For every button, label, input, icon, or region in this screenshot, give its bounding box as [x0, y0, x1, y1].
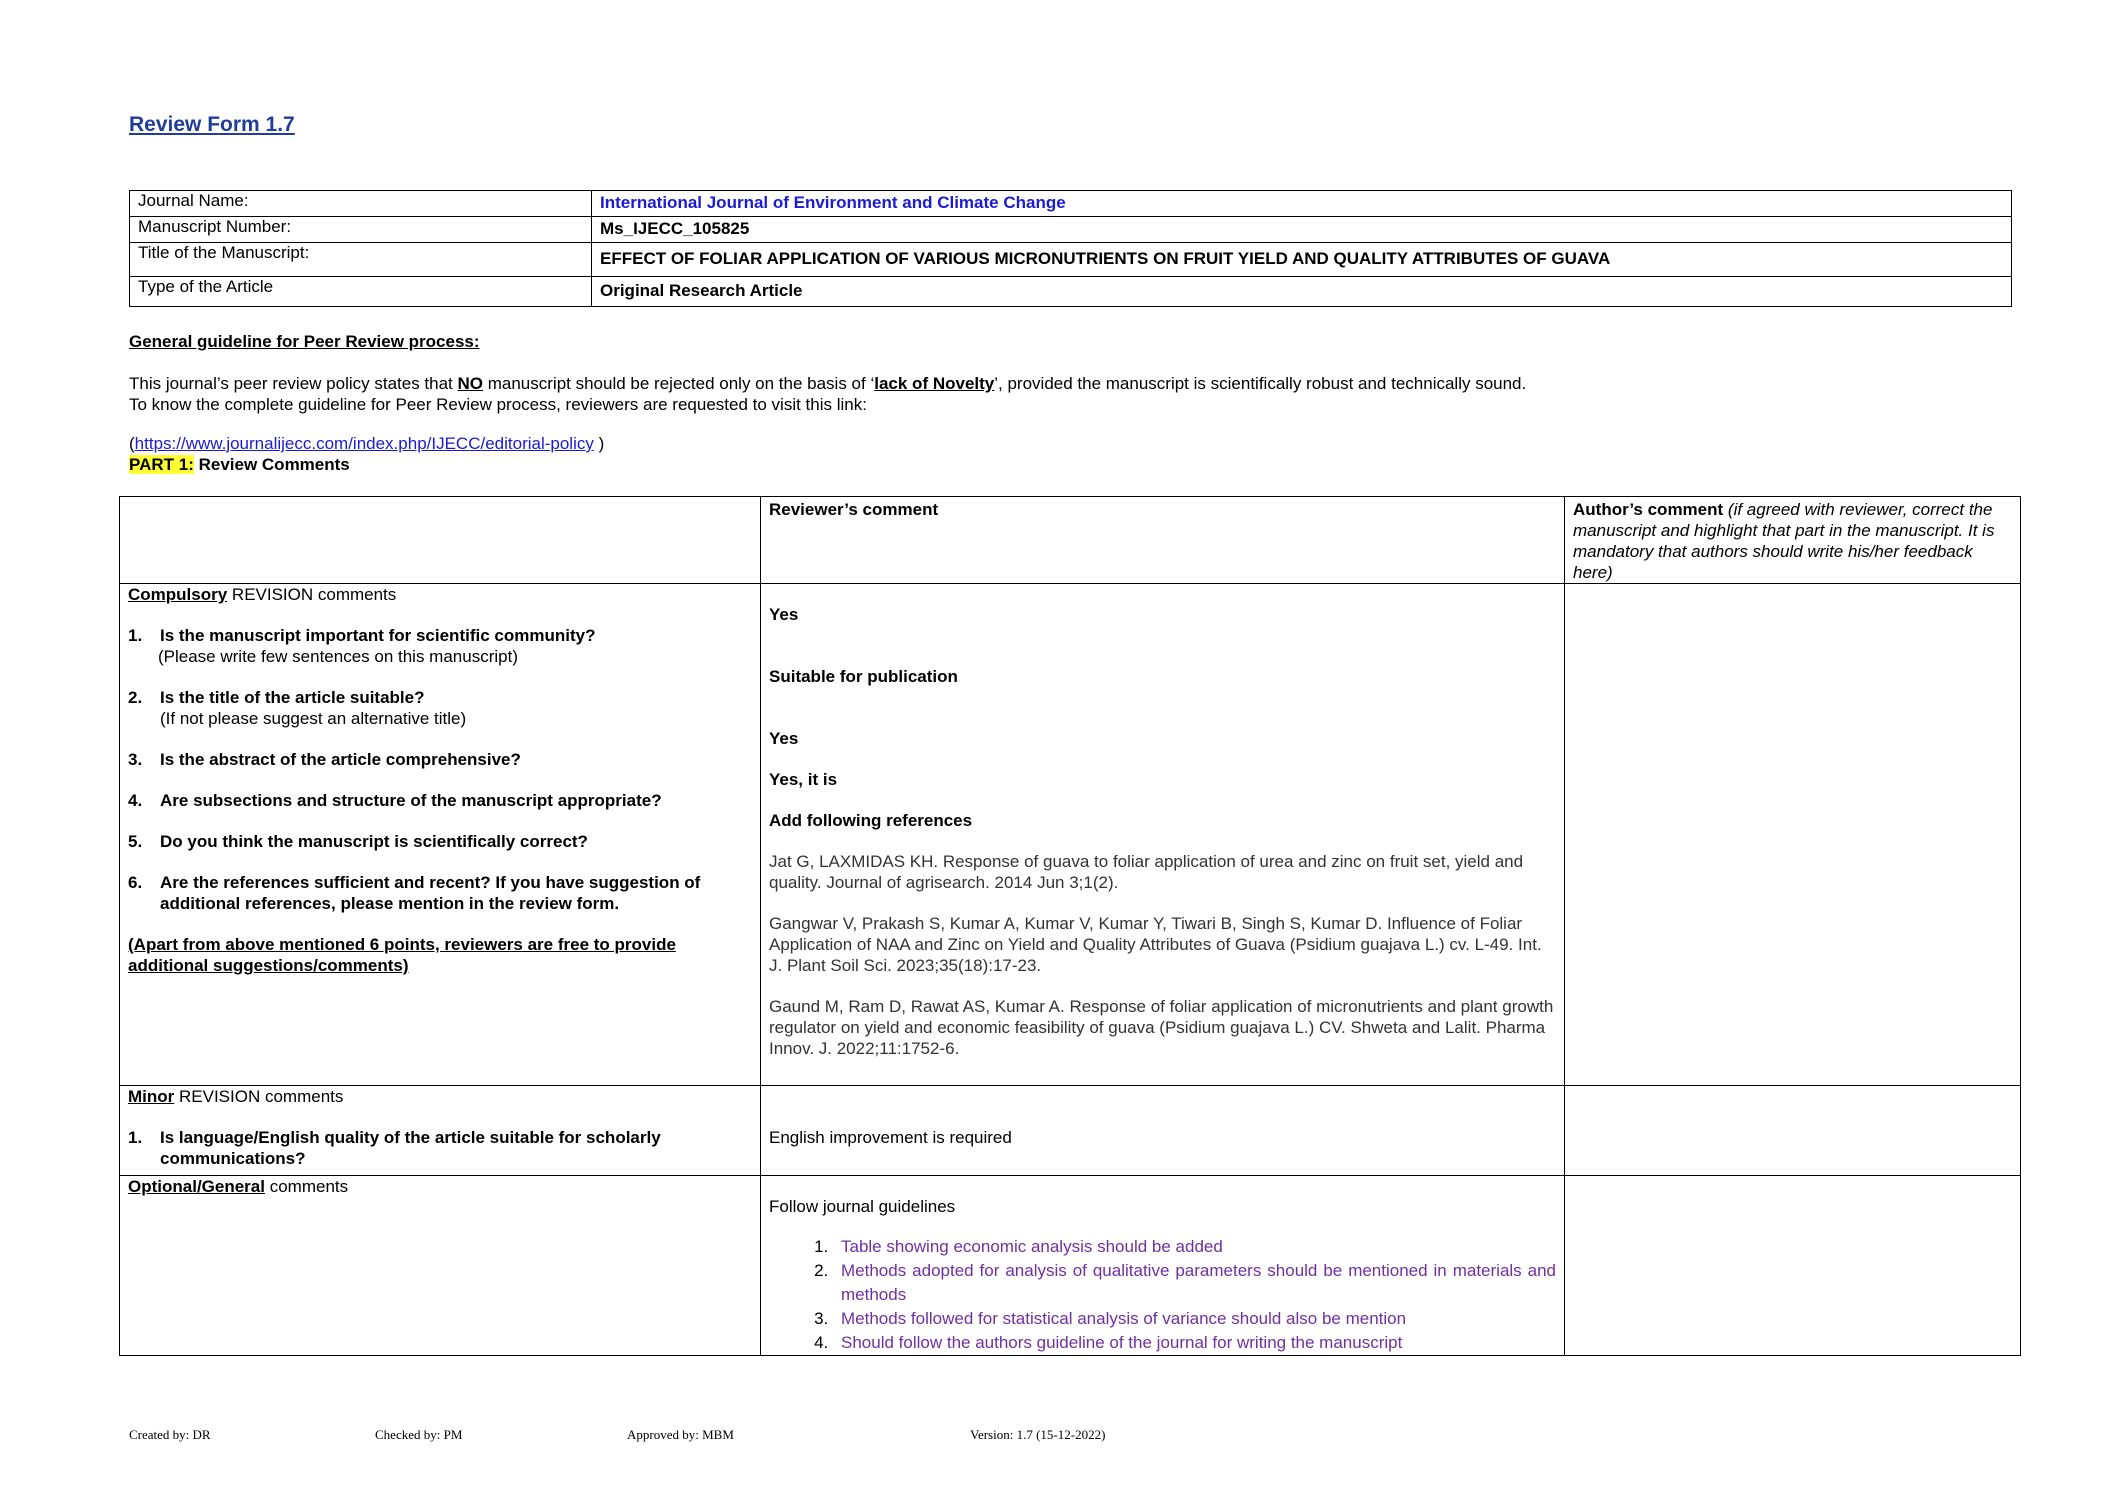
journal-name-label: Journal Name:	[130, 191, 592, 217]
header-empty-cell	[120, 497, 761, 584]
policy-text	[129, 373, 1526, 415]
optional-intro: Follow journal guidelines	[769, 1197, 956, 1216]
list-item: 3. Methods followed for statistical analysis of variance should also be mention	[833, 1307, 1556, 1331]
footer-version: Version: 1.7 (15-12-2022)	[970, 1427, 1106, 1442]
answer-1: Yes	[769, 605, 799, 624]
minor-author-cell	[1565, 1086, 2021, 1176]
table-row	[130, 243, 2012, 277]
article-type-value: Original Research Article	[592, 277, 2012, 307]
minor-question-1: 1. Is language/English quality of the article suitable for scholarly communications?	[128, 1128, 661, 1168]
table-row	[130, 191, 2012, 217]
reviewer-comment-header	[761, 497, 1565, 584]
answer-3: Yes	[769, 729, 799, 748]
compulsory-label: Compulsory	[128, 585, 228, 604]
link-paren-open: (	[129, 434, 135, 453]
optional-label-rest: comments	[264, 1177, 349, 1196]
answer-5: Add following references	[769, 811, 973, 830]
list-item: 4. Should follow the authors guideline of the journal for writing the manuscript	[833, 1331, 1556, 1355]
policy-line2: To know the complete guideline for Peer Review process, reviewers are requested to visit this link:	[129, 395, 867, 414]
author-header-bold: Author’s comment	[1573, 500, 1724, 519]
policy-novelty: lack of Novelty	[874, 374, 995, 393]
review-table	[119, 496, 2021, 1356]
journal-name-value: International Journal of Environment and Climate Change	[592, 191, 2012, 217]
table-row	[130, 277, 2012, 307]
part-title: Review Comments	[198, 455, 350, 474]
optional-answer-cell	[761, 1176, 1565, 1356]
compulsory-author-cell	[1565, 584, 2021, 1086]
manuscript-title-value: EFFECT OF FOLIAR APPLICATION OF VARIOUS MICRONUTRIENTS ON FRUIT YIELD AND QUALITY ATTRIBUTES OF GUAVA	[592, 243, 2012, 277]
question-6: 6. Are the references sufficient and recent? If you have suggestion of additional references, please mention in the review form.	[128, 873, 701, 913]
minor-questions-cell	[120, 1086, 761, 1176]
reference-2: Gangwar V, Prakash S, Kumar A, Kumar V, Kumar Y, Tiwari B, Singh S, Kumar D. Influence of Foliar Application of NAA and Zinc on Yield and Quality Attributes of Guava (Psidium guajava L.) cv. L-49. Int. J. Plant Soil Sci. 2023;35(18):17-23.	[769, 914, 1542, 975]
policy-text-b: manuscript should be rejected only on the basis of ‘	[483, 374, 875, 393]
additional-suggestions-note: (Apart from above mentioned 6 points, reviewers are free to provide additional suggestions/comments)	[128, 935, 676, 975]
question-2-sub: (If not please suggest an alternative title)	[160, 709, 467, 728]
policy-text-c: ’, provided the manuscript is scientifically robust and technically sound.	[994, 374, 1527, 393]
optional-label: Optional/General	[128, 1177, 265, 1196]
article-type-label: Type of the Article	[130, 277, 592, 307]
policy-text-a: This journal’s peer review policy states that	[129, 374, 458, 393]
guideline-heading: General guideline for Peer Review process:	[129, 332, 480, 351]
author-comment-header	[1565, 497, 2021, 584]
part-heading	[129, 455, 350, 475]
minor-row	[120, 1086, 2021, 1176]
table-row	[130, 217, 2012, 243]
question-1: 1. Is the manuscript important for scientific community?	[128, 626, 596, 645]
manuscript-number-value: Ms_IJECC_105825	[592, 217, 2012, 243]
optional-list	[769, 1235, 1556, 1355]
compulsory-label-rest: REVISION comments	[227, 585, 397, 604]
minor-label-rest: REVISION comments	[174, 1087, 344, 1106]
footer-approved: Approved by: MBM	[627, 1427, 734, 1442]
optional-label-cell	[120, 1176, 761, 1356]
optional-row	[120, 1176, 2021, 1356]
question-5: 5. Do you think the manuscript is scientifically correct?	[128, 832, 588, 851]
question-1-sub: (Please write few sentences on this manuscript)	[158, 647, 518, 666]
minor-answer-cell	[761, 1086, 1565, 1176]
link-paren-close: )	[593, 434, 605, 453]
optional-author-cell	[1565, 1176, 2021, 1356]
question-4: 4. Are subsections and structure of the manuscript appropriate?	[128, 791, 662, 810]
footer-created: Created by: DR	[129, 1427, 211, 1442]
reviewer-header-text: Reviewer’s comment	[769, 500, 939, 519]
manuscript-number-label: Manuscript Number:	[130, 217, 592, 243]
page-title: Review Form 1.7	[129, 113, 295, 136]
manuscript-info-table	[129, 190, 2012, 307]
list-item: 2. Methods adopted for analysis of qualitative parameters should be mentioned in materials and methods	[833, 1259, 1556, 1307]
part-label: PART 1:	[129, 455, 194, 474]
reference-1: Jat G, LAXMIDAS KH. Response of guava to foliar application of urea and zinc on fruit set, yield and quality. Journal of agrisearch. 2014 Jun 3;1(2).	[769, 852, 1524, 892]
compulsory-questions-cell	[120, 584, 761, 1086]
answer-4: Yes, it is	[769, 770, 838, 789]
reference-3: Gaund M, Ram D, Rawat AS, Kumar A. Response of foliar application of micronutrients and plant growth regulator on yield and economic feasibility of guava (Psidium guajava L.) CV. Shweta and Lalit. Pharma Innov. J. 2022;11:1752-6.	[769, 997, 1554, 1058]
minor-label: Minor	[128, 1087, 175, 1106]
compulsory-row	[120, 584, 2021, 1086]
editorial-policy-link[interactable]: https://www.journalijecc.com/index.php/IJECC/editorial-policy	[134, 434, 594, 453]
question-2: 2. Is the title of the article suitable?	[128, 688, 425, 707]
author-header-italic: (if agreed with reviewer, correct the manuscript and highlight that part in the manuscript. It is mandatory that authors should write his/her feedback here)	[1573, 500, 1995, 582]
manuscript-title-label: Title of the Manuscript:	[130, 243, 592, 277]
list-item: 1. Table showing economic analysis should be added	[833, 1235, 1556, 1259]
question-3: 3. Is the abstract of the article comprehensive?	[128, 750, 521, 769]
compulsory-answers-cell	[761, 584, 1565, 1086]
policy-no: NO	[457, 374, 484, 393]
minor-answer: English improvement is required	[769, 1128, 1012, 1147]
guideline-link-line	[129, 434, 604, 454]
footer-checked: Checked by: PM	[375, 1427, 463, 1442]
answer-2: Suitable for publication	[769, 667, 958, 686]
review-header-row	[120, 497, 2021, 584]
